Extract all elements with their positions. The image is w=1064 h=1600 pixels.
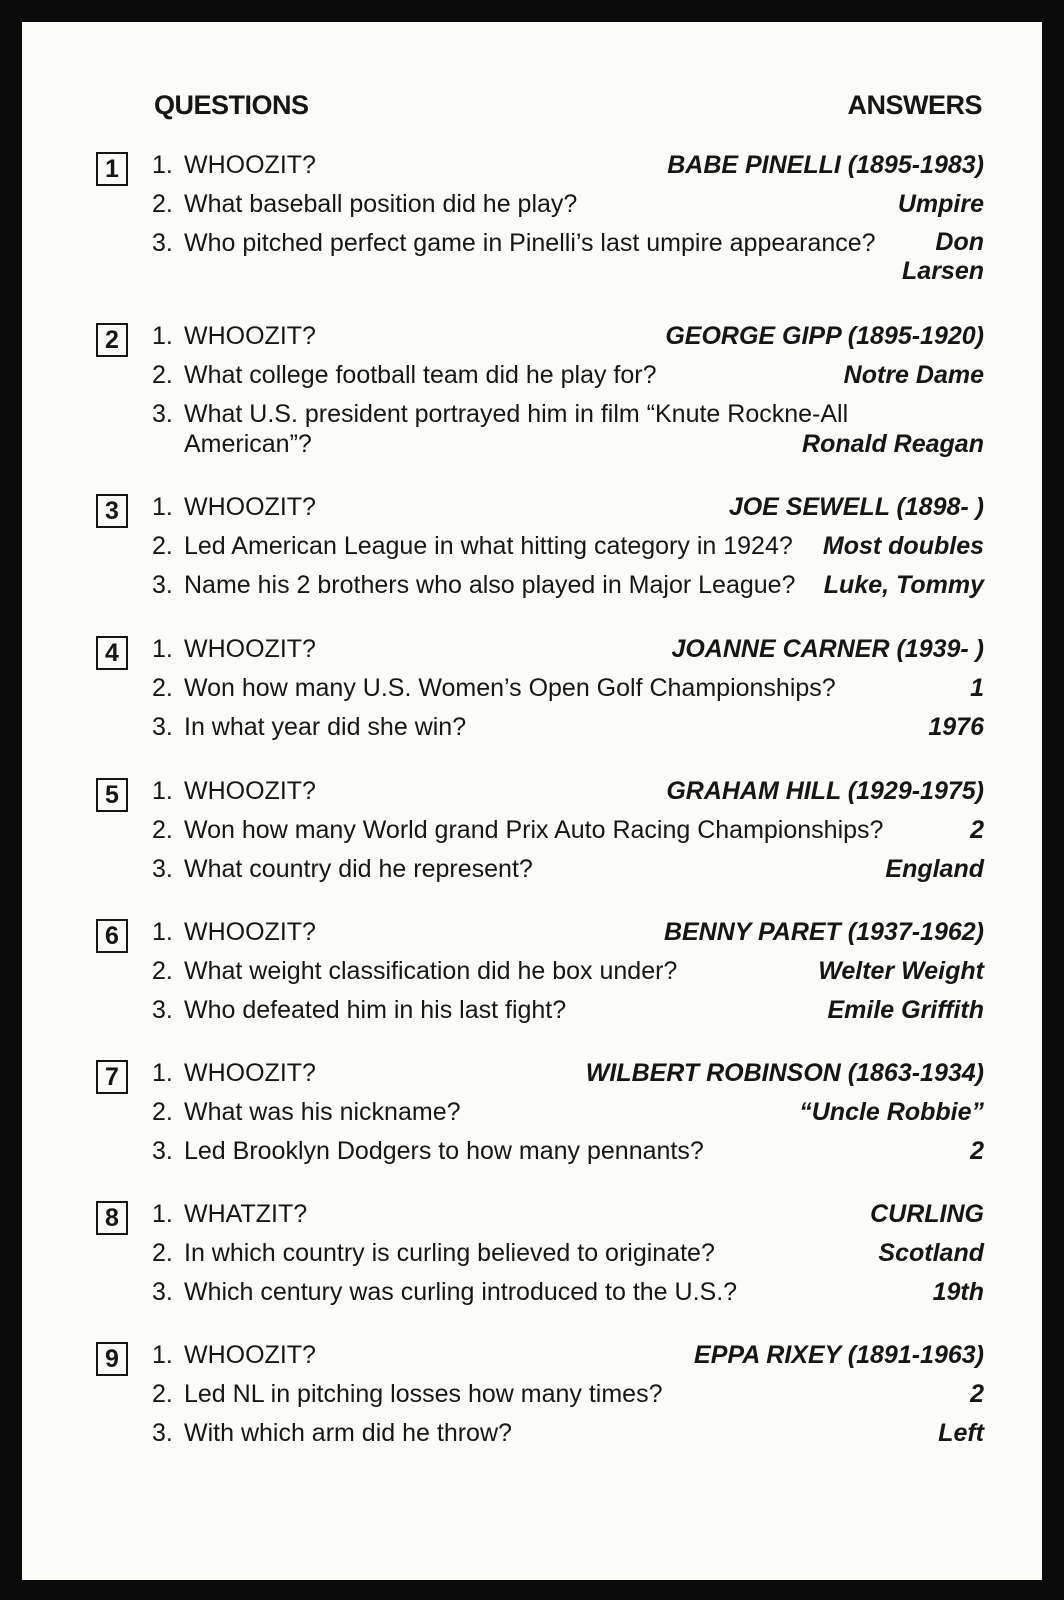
question-row [152,492,984,530]
question-text: Won how many U.S. Women’s Open Golf Championships? [184,674,836,702]
question-number: 1. [152,322,173,350]
question-row [152,150,984,188]
question-number: 3. [152,1419,173,1447]
question-text: What college football team did he play for? [184,361,657,389]
section-number-badge: 8 [96,1201,128,1235]
question-number: 3. [152,713,173,741]
answer-text: GEORGE GIPP (1895-1920) [665,322,984,350]
question-row [152,1418,984,1456]
question-text: WHOOZIT? [184,777,316,805]
section-number-badge: 7 [96,1060,128,1094]
question-text: What baseball position did he play? [184,190,578,218]
answer-text: EPPA RIXEY (1891-1963) [694,1341,984,1369]
answer-text: Notre Dame [843,361,984,389]
answer-text: 19th [932,1278,984,1306]
question-row [152,1340,984,1378]
answer-text: 2 [970,1380,984,1408]
answer-text: England [885,855,984,883]
section-number-badge: 5 [96,778,128,812]
answer-text: Don Larsen [902,228,984,285]
answer-text: Left [938,1419,984,1447]
answer-text: Welter Weight [818,957,984,985]
question-row [152,321,984,359]
question-text: WHATZIT? [184,1200,308,1228]
question-text: Name his 2 brothers who also played in Major League? [184,571,796,599]
trivia-card [22,22,1042,1580]
section-number-badge: 9 [96,1342,128,1376]
question-text: Led NL in pitching losses how many times? [184,1380,663,1408]
answer-text: GRAHAM HILL (1929-1975) [666,777,984,805]
question-row [152,776,984,814]
questions-heading: QUESTIONS [154,90,309,120]
question-row [152,570,984,608]
question-number: 2. [152,190,173,218]
question-text: In what year did she win? [184,713,467,741]
question-number: 1. [152,918,173,946]
question-row [152,1277,984,1315]
question-number: 3. [152,571,173,599]
answer-text: “Uncle Robbie” [799,1098,984,1126]
question-row [152,917,984,955]
question-number: 2. [152,957,173,985]
question-text: WHOOZIT? [184,151,316,179]
answer-text: Most doubles [822,532,984,560]
answer-text: Umpire [897,190,984,218]
question-number: 2. [152,1239,173,1267]
question-row [152,399,984,458]
question-text: What weight classification did he box under? [184,957,678,985]
question-text: In which country is curling believed to originate? [184,1239,715,1267]
answer-text: Emile Griffith [827,996,984,1024]
question-number: 2. [152,1098,173,1126]
question-number: 2. [152,361,173,389]
question-number: 1. [152,1200,173,1228]
question-number: 1. [152,493,173,521]
answer-text: 2 [970,1137,984,1165]
question-text: What was his nickname? [184,1098,461,1126]
section-number-badge: 1 [96,152,128,186]
question-number: 1. [152,1341,173,1369]
section-number-badge: 4 [96,636,128,670]
answers-heading: ANSWERS [847,90,982,120]
question-text: Who defeated him in his last fight? [184,996,567,1024]
question-row [152,956,984,994]
question-text: With which arm did he throw? [184,1419,512,1447]
question-row [152,1199,984,1237]
question-text: WHOOZIT? [184,322,316,350]
question-row [152,189,984,227]
answer-text: JOANNE CARNER (1939- ) [671,635,984,663]
question-number: 2. [152,674,173,702]
question-row [152,1379,984,1417]
question-text: Won how many World grand Prix Auto Racing Championships? [184,816,884,844]
question-text: Led Brooklyn Dodgers to how many pennants? [184,1137,704,1165]
question-text: Who pitched perfect game in Pinelli’s last umpire appearance? [184,229,876,257]
question-number: 3. [152,996,173,1024]
question-row [152,854,984,892]
question-number: 1. [152,151,173,179]
section-number-badge: 6 [96,919,128,953]
question-number: 2. [152,1380,173,1408]
question-number: 3. [152,400,173,428]
question-number: 1. [152,635,173,663]
question-number: 1. [152,1059,173,1087]
question-number: 1. [152,777,173,805]
answer-text: WILBERT ROBINSON (1863-1934) [585,1059,984,1087]
answer-text: BABE PINELLI (1895-1983) [667,151,984,179]
question-number: 3. [152,1278,173,1306]
section-number-badge: 2 [96,323,128,357]
question-text: What country did he represent? [184,855,533,883]
question-number: 3. [152,855,173,883]
question-text: WHOOZIT? [184,493,316,521]
answer-text: Ronald Reagan [802,430,984,458]
question-text: WHOOZIT? [184,1059,316,1087]
question-row [152,815,984,853]
question-text: Which century was curling introduced to the U.S.? [184,1278,738,1306]
question-text: Led American League in what hitting category in 1924? [184,532,793,560]
answer-text: 2 [970,816,984,844]
question-row [152,1097,984,1135]
column-headers [154,90,982,130]
section-number-badge: 3 [96,494,128,528]
question-number: 2. [152,816,173,844]
question-row [152,360,984,398]
question-row [152,995,984,1033]
question-row [152,1058,984,1096]
question-text: WHOOZIT? [184,1341,316,1369]
answer-text: CURLING [870,1200,984,1228]
question-number: 3. [152,1137,173,1165]
question-text: WHOOZIT? [184,635,316,663]
answer-text: Luke, Tommy [823,571,984,599]
question-row [152,1136,984,1174]
answer-text: BENNY PARET (1937-1962) [663,918,984,946]
question-row [152,673,984,711]
question-number: 2. [152,532,173,560]
answer-text: 1 [970,674,984,702]
answer-text: JOE SEWELL (1898- ) [728,493,984,521]
answer-text: Scotland [878,1239,984,1267]
question-row [152,1238,984,1276]
question-row [152,634,984,672]
question-row [152,712,984,750]
question-number: 3. [152,229,173,257]
question-text: WHOOZIT? [184,918,316,946]
question-text: What U.S. president portrayed him in film “Knute Rockne-All American”? [184,400,849,458]
question-row [152,531,984,569]
question-row [152,228,984,285]
answer-text: 1976 [928,713,984,741]
